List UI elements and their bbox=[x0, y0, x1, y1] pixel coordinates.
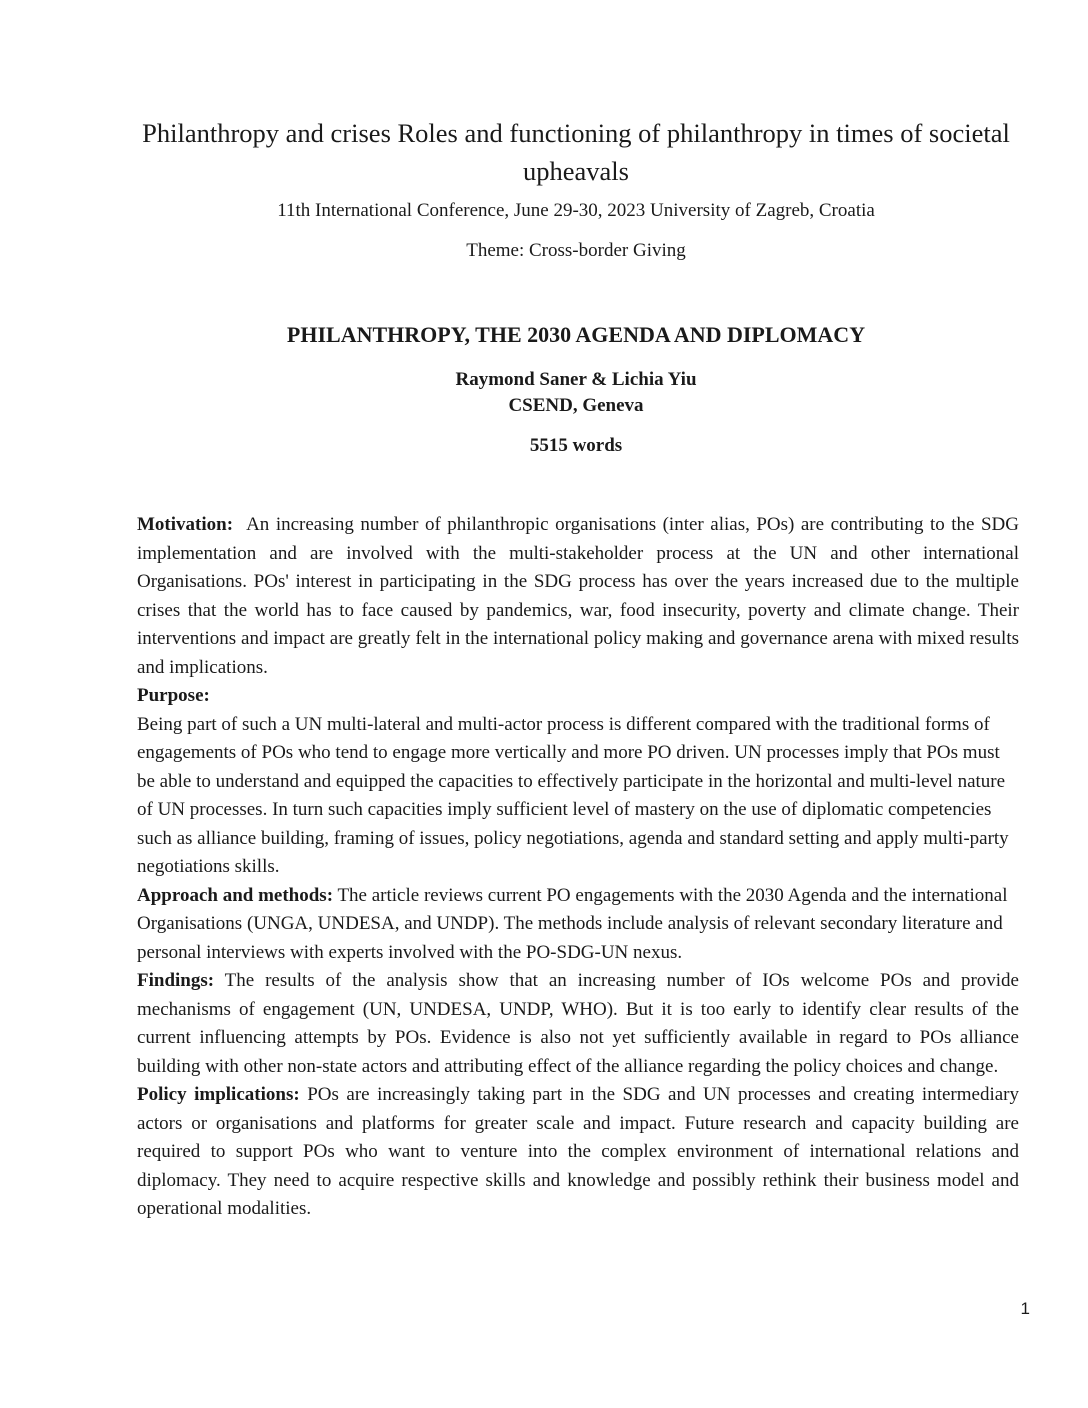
paper-title: PHILANTHROPY, THE 2030 AGENDA AND DIPLOMACY bbox=[286, 322, 866, 347]
author-block bbox=[130, 367, 1022, 419]
motivation-label: Motivation: bbox=[137, 514, 234, 535]
word-count: 5515 words bbox=[529, 435, 623, 456]
motivation-paragraph bbox=[137, 511, 1019, 682]
abstract bbox=[137, 511, 1019, 1224]
paper-affiliation: CSEND, Geneva bbox=[508, 395, 644, 416]
approach-text: The article reviews current PO engagements with the 2030 Agenda and the international Organisations (UNGA, UNDESA, and UNDP). The methods include analysis of relevant secondary literature and personal interviews with experts involved with the PO-SDG-UN nexus. bbox=[137, 884, 1008, 963]
policy-label: Policy implications: bbox=[137, 1084, 300, 1105]
approach-paragraph bbox=[137, 882, 1019, 968]
paper-authors: Raymond Saner & Lichia Yiu bbox=[455, 369, 697, 390]
purpose-heading bbox=[137, 682, 1019, 711]
conference-title: Philanthropy and crises Roles and functioning of philanthropy in times of societal upheavals bbox=[142, 118, 1010, 186]
purpose-text: Being part of such a UN multi-lateral and multi-actor process is different compared with the traditional forms of engagements of POs who tend to engage more vertically and more PO driven. UN processes imply that POs must be able to understand and equipped the capacities to effectively participate in the horizontal and multi-level nature of UN processes. In turn such capacities imply sufficient level of mastery on the use of diplomatic competencies such as alliance building, framing of issues, policy negotiations, agenda and standard setting and apply multi-party negotiations skills. bbox=[137, 713, 1009, 877]
purpose-label: Purpose: bbox=[137, 685, 210, 706]
policy-text: POs are increasingly taking part in the SDG and UN processes and creating intermediary actors or organisations and platforms for greater scale and impact. Future research and capacity building are required to support POs who want to venture into the complex environment of international relations and diplomacy. They need to acquire respective skills and knowledge and possibly rethink their business model and operational modalities. bbox=[137, 1084, 1019, 1219]
conference-info: 11th International Conference, June 29-30, 2023 University of Zagreb, Croatia bbox=[277, 200, 875, 221]
page-number: 1 bbox=[1020, 1299, 1030, 1318]
approach-label: Approach and methods: bbox=[137, 884, 334, 906]
findings-paragraph bbox=[137, 967, 1019, 1081]
findings-label: Findings: bbox=[137, 970, 215, 991]
policy-paragraph bbox=[137, 1081, 1019, 1224]
findings-text: The results of the analysis show that an increasing number of IOs welcome POs and provide mechanisms of engagement (UN, UNDESA, UNDP, WHO). But it is too early to identify clear results of the current influencing attempts by POs. Evidence is also not yet sufficiently available in regard to POs alliance building with other non-state actors and attributing effect of the alliance regarding the policy choices and change. bbox=[137, 970, 1019, 1077]
conference-theme: Theme: Cross-border Giving bbox=[466, 240, 686, 261]
motivation-text: An increasing number of philanthropic organisations (inter alias, POs) are contributing to the SDG implementation and are involved with the multi-stakeholder process at the UN and other international Organisations. POs' interest in participating in the SDG process has over the years increased due to the multiple crises that the world has to face caused by pandemics, war, food insecurity, poverty and climate change. Their interventions and impact are greatly felt in the international policy making and governance arena with mixed results and implications. bbox=[137, 514, 1019, 678]
